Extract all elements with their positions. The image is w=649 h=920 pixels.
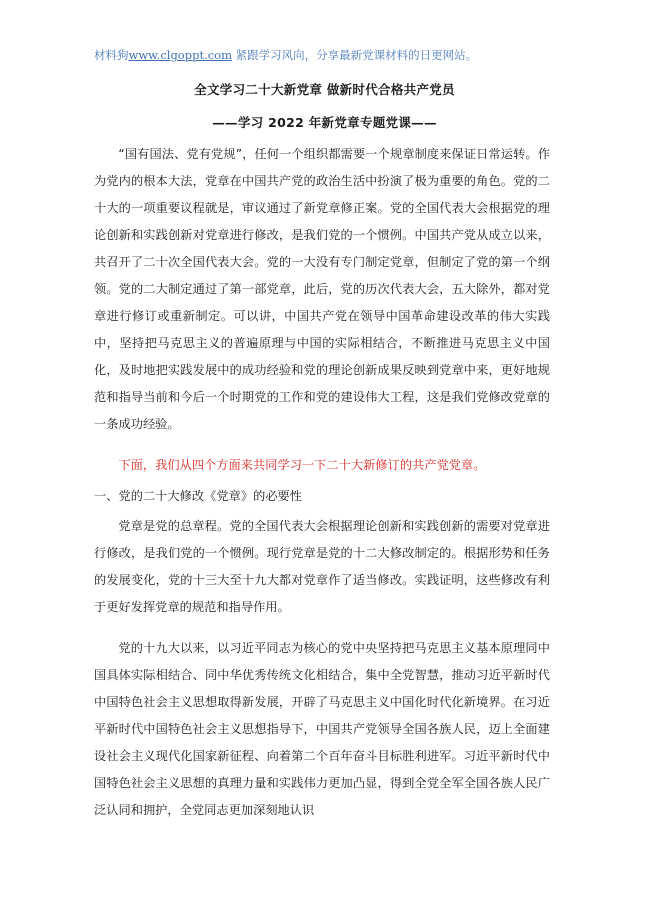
paragraph-4-block (94, 635, 550, 824)
paragraph-3-block (94, 513, 550, 621)
document-subtitle: ——学习 2022 年新党章专题党课—— (212, 115, 437, 130)
paragraph-1-block (94, 141, 550, 438)
paragraph-4: 党的十九大以来，以习近平同志为核心的党中央坚持把马克思主义基本原理同中国具体实际相结合、同中华优秀传统文化相结合，集中全党智慧，推动习近平新时代中国特色社会主义思想取得新发展，开辟了马克思主义中国化时代化新境界。在习近平新时代中国特色社会主义思想指导下，中国共产党领导全国各族人民，迈上全面建设社会主义现代化国家新征程、向着第二个百年奋斗目标胜利进军。习近平新时代中国特色社会主义思想的真理力量和实践伟力更加凸显，得到全党全军全国各族人民广泛认同和拥护，全党同志更加深刻地认识 (94, 641, 550, 817)
paragraph-3: 党章是党的总章程。党的全国代表大会根据理论创新和实践创新的需要对党章进行修改，是我们党的一个惯例。现行党章是党的十二大修改制定的。根据形势和任务的发展变化，党的十三大至十九大都对党章作了适当修改。实践证明，这些修改有利于更好发挥党章的规范和指导作用。 (94, 519, 550, 614)
section-heading-block (94, 483, 550, 510)
paragraph-1: “国有国法、党有党规”，任何一个组织都需要一个规章制度来保证日常运转。作为党内的根本大法，党章在中国共产党的政治生活中扮演了极为重要的角色。党的二十大的一项重要议程就是，审议通过了新党章修正案。党的全国代表大会根据党的理论创新和实践创新对党章进行修改，是我们党的一个惯例。中国共产党从成立以来，共召开了二十次全国代表大会。党的一大没有专门制定党章，但制定了党的第一个纲领。党的二大制定通过了第一部党章，此后，党的历次代表大会，五大除外，都对党章进行修订或重新制定。可以讲，中国共产党在领导中国革命建设改革的伟大实践中，坚持把马克思主义的普遍原理与中国的实际相结合，不断推进马克思主义中国化，及时地把实践发展中的成功经验和党的理论创新成果反映到党章中来，更好地规范和指导当前和今后一个时期党的工作和党的建设伟大工程，这是我们党修改党章的一条成功经验。 (94, 147, 550, 431)
document-title: 全文学习二十大新党章 做新时代合格共产党员 (194, 82, 455, 97)
section-heading-1: 一、党的二十大修改《党章》的必要性 (94, 489, 303, 503)
site-header (94, 47, 477, 63)
site-tagline: 紧跟学习风向，分享最新党课材料的日更网站。 (232, 48, 478, 62)
site-name: 材料狗 (94, 48, 129, 62)
paragraph-2-block (94, 452, 550, 479)
intro-highlight: 下面，我们从四个方面来共同学习一下二十大新修订的共产党党章。 (118, 458, 486, 472)
site-link[interactable]: www.clgoppt.com (128, 48, 232, 62)
